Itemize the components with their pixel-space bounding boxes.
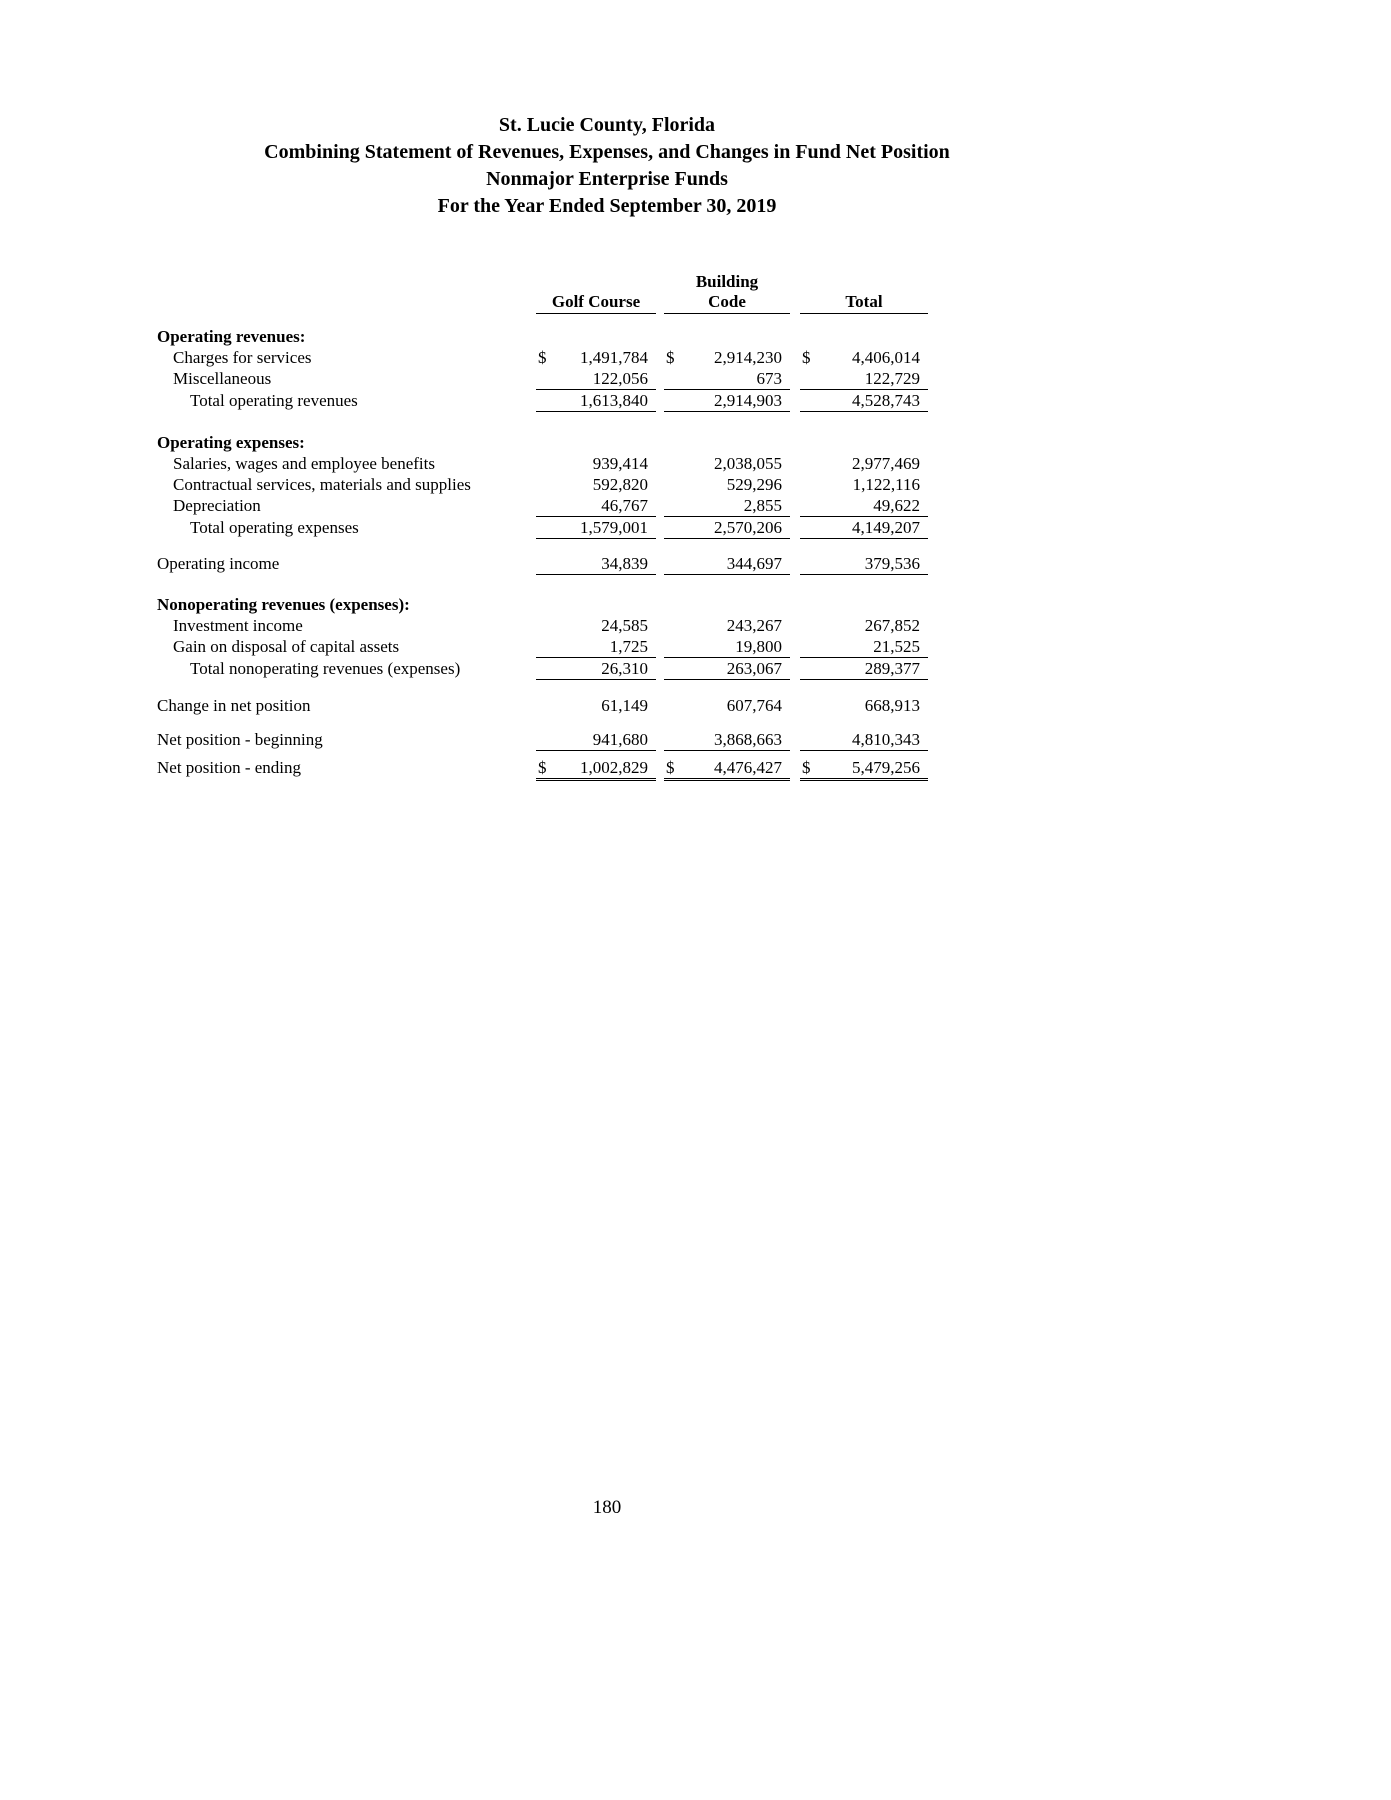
row-value: 21,525 xyxy=(873,637,920,656)
row-value: 263,067 xyxy=(726,659,782,678)
dollar-sign: $ xyxy=(666,348,675,367)
value-cell xyxy=(800,390,928,412)
value-cell xyxy=(800,553,928,575)
row-value: 1,613,840 xyxy=(580,391,648,410)
value-cell xyxy=(664,495,790,517)
value-cell xyxy=(800,636,928,658)
value-cell xyxy=(800,453,928,474)
row-value: 34,839 xyxy=(601,554,648,573)
table-header xyxy=(157,272,928,314)
row-value: 2,570,206 xyxy=(714,518,782,537)
row-value: 243,267 xyxy=(726,616,782,635)
value-cell xyxy=(536,495,656,517)
row-value: 1,491,784 xyxy=(580,348,648,367)
row-value: 4,149,207 xyxy=(852,518,920,537)
row-value: 2,038,055 xyxy=(714,454,782,473)
table-row xyxy=(157,636,928,658)
table-row xyxy=(157,729,928,751)
row-value: 5,479,256 xyxy=(852,758,920,777)
row-label: Total nonoperating revenues (expenses) xyxy=(190,659,461,678)
value-cell xyxy=(800,474,928,495)
value-cell xyxy=(800,517,928,539)
value-cell xyxy=(664,453,790,474)
table-row xyxy=(157,553,928,575)
value-cell xyxy=(664,553,790,575)
row-value: 267,852 xyxy=(864,616,920,635)
row-value: 24,585 xyxy=(601,616,648,635)
value-cell xyxy=(800,695,928,716)
statement-table xyxy=(157,272,928,781)
value-cell xyxy=(536,695,656,716)
header-cell-golf-course xyxy=(536,272,656,314)
row-value: 668,913 xyxy=(864,696,920,715)
row-value: 1,122,116 xyxy=(852,475,920,494)
header-line2: Total xyxy=(845,292,883,311)
row-value: 4,810,343 xyxy=(852,730,920,749)
row-value: 4,528,743 xyxy=(852,391,920,410)
row-label: Gain on disposal of capital assets xyxy=(173,637,400,656)
value-cell xyxy=(664,658,790,680)
row-value: 3,868,663 xyxy=(714,730,782,749)
value-cell xyxy=(536,390,656,412)
row-label: Net position - ending xyxy=(157,758,302,777)
row-value: 122,056 xyxy=(592,369,648,388)
table-row xyxy=(157,347,928,368)
value-cell xyxy=(664,615,790,636)
table-row xyxy=(157,495,928,517)
value-cell xyxy=(800,757,928,781)
table-row xyxy=(157,757,928,781)
value-cell xyxy=(664,474,790,495)
row-label: Nonoperating revenues (expenses): xyxy=(157,595,410,614)
row-label: Investment income xyxy=(173,616,303,635)
row-value: 49,622 xyxy=(873,496,920,515)
dollar-sign: $ xyxy=(802,758,811,777)
statement-table-body xyxy=(157,326,928,781)
value-cell xyxy=(536,453,656,474)
row-value: 122,729 xyxy=(864,369,920,388)
value-cell xyxy=(536,636,656,658)
row-value: 289,377 xyxy=(864,659,920,678)
value-cell xyxy=(800,658,928,680)
row-value: 26,310 xyxy=(601,659,648,678)
header-line1 xyxy=(536,272,656,292)
title-block xyxy=(0,112,1214,220)
value-cell xyxy=(664,347,790,368)
header-line1: Building xyxy=(695,272,759,291)
value-cell xyxy=(536,347,656,368)
row-value: 607,764 xyxy=(726,696,782,715)
row-label: Operating revenues: xyxy=(157,327,306,346)
row-value: 379,536 xyxy=(864,554,920,573)
dollar-sign: $ xyxy=(538,758,547,777)
row-label: Total operating revenues xyxy=(190,391,358,410)
table-row xyxy=(157,326,928,347)
header-line2: Golf Course xyxy=(551,292,641,311)
row-label: Salaries, wages and employee benefits xyxy=(173,454,435,473)
row-label: Total operating expenses xyxy=(190,518,359,537)
title-line-period: For the Year Ended September 30, 2019 xyxy=(437,195,777,217)
row-label: Operating expenses: xyxy=(157,433,305,452)
title-line-entity: St. Lucie County, Florida xyxy=(498,114,716,136)
row-value: 939,414 xyxy=(592,454,648,473)
row-value: 592,820 xyxy=(592,475,648,494)
row-label: Charges for services xyxy=(173,348,312,367)
value-cell xyxy=(800,729,928,751)
value-cell xyxy=(664,729,790,751)
row-value: 529,296 xyxy=(726,475,782,494)
row-value: 4,406,014 xyxy=(852,348,920,367)
row-value: 2,855 xyxy=(743,496,782,515)
value-cell xyxy=(536,658,656,680)
row-value: 2,914,903 xyxy=(714,391,782,410)
row-value: 1,579,001 xyxy=(580,518,648,537)
value-cell xyxy=(800,615,928,636)
row-value: 4,476,427 xyxy=(714,758,782,777)
table-row xyxy=(157,615,928,636)
value-cell xyxy=(536,757,656,781)
row-value: 1,002,829 xyxy=(580,758,648,777)
table-row xyxy=(157,517,928,539)
value-cell xyxy=(664,636,790,658)
value-cell xyxy=(800,495,928,517)
row-label: Depreciation xyxy=(173,496,261,515)
table-row xyxy=(157,594,928,615)
table-row xyxy=(157,695,928,716)
row-label: Operating income xyxy=(157,554,280,573)
value-cell xyxy=(664,517,790,539)
table-row xyxy=(157,432,928,453)
value-cell xyxy=(536,553,656,575)
value-cell xyxy=(800,347,928,368)
dollar-sign: $ xyxy=(538,348,547,367)
row-label: Net position - beginning xyxy=(157,730,323,749)
row-value: 1,725 xyxy=(609,637,648,656)
row-value: 61,149 xyxy=(601,696,648,715)
row-value: 344,697 xyxy=(726,554,782,573)
table-row xyxy=(157,390,928,412)
row-label: Contractual services, materials and supplies xyxy=(173,475,471,494)
row-value: 19,800 xyxy=(735,637,782,656)
value-cell xyxy=(664,695,790,716)
table-row xyxy=(157,474,928,495)
header-cell-total xyxy=(800,272,928,314)
value-cell xyxy=(800,368,928,390)
header-line1 xyxy=(800,272,928,292)
value-cell xyxy=(536,474,656,495)
value-cell xyxy=(536,615,656,636)
value-cell xyxy=(664,390,790,412)
row-value: 941,680 xyxy=(592,730,648,749)
row-value: 2,914,230 xyxy=(714,348,782,367)
dollar-sign: $ xyxy=(666,758,675,777)
table-row xyxy=(157,453,928,474)
header-line2: Code xyxy=(708,292,746,311)
row-value: 46,767 xyxy=(601,496,648,515)
value-cell xyxy=(536,517,656,539)
value-cell xyxy=(536,368,656,390)
value-cell xyxy=(664,757,790,781)
value-cell xyxy=(664,368,790,390)
row-label: Change in net position xyxy=(157,696,311,715)
dollar-sign: $ xyxy=(802,348,811,367)
row-value: 673 xyxy=(756,369,782,388)
header-cell-building-code xyxy=(664,272,790,314)
page-number: 180 xyxy=(592,1497,622,1518)
title-line-fund-type: Nonmajor Enterprise Funds xyxy=(486,168,728,190)
title-line-statement: Combining Statement of Revenues, Expenses, and Changes in Fund Net Position xyxy=(264,141,950,163)
table-row xyxy=(157,368,928,390)
row-value: 2,977,469 xyxy=(852,454,920,473)
table-row xyxy=(157,658,928,680)
row-label: Miscellaneous xyxy=(173,369,272,388)
value-cell xyxy=(536,729,656,751)
